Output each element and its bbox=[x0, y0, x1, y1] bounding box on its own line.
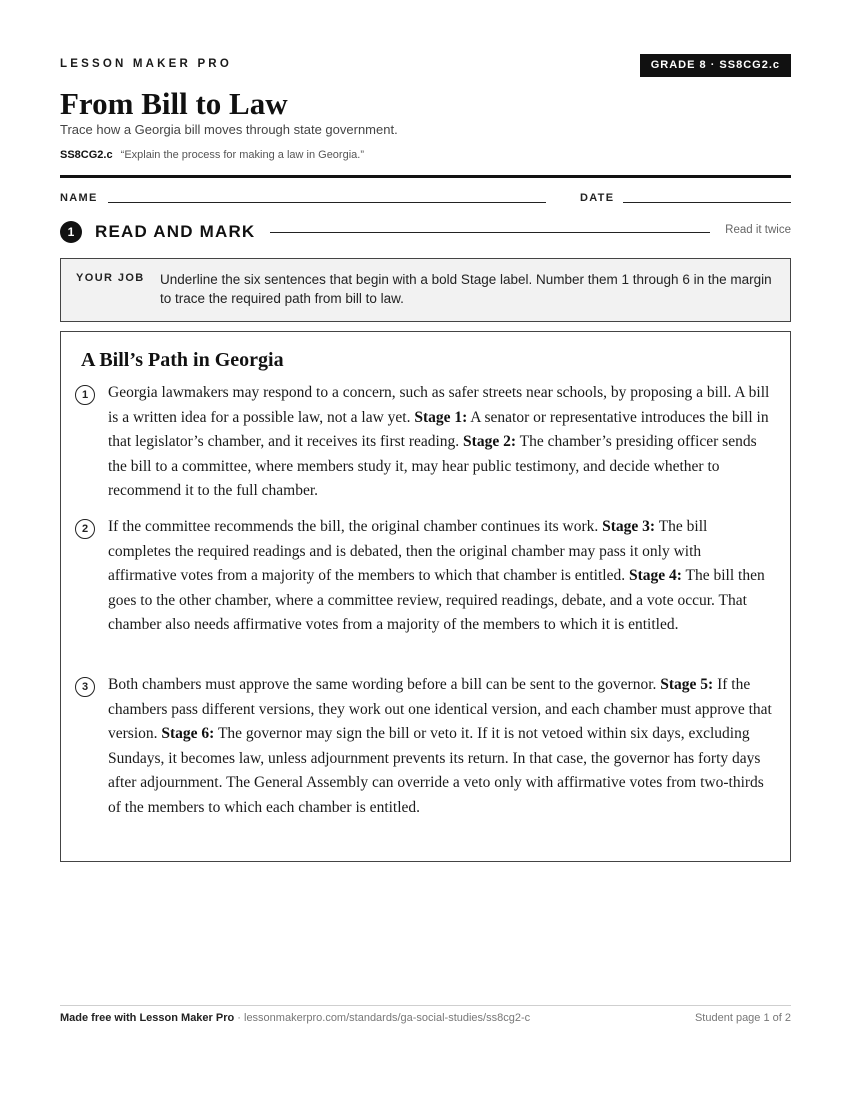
footer-credit bbox=[60, 1012, 530, 1024]
grade-badge: GRADE 8 · SS8CG2.c bbox=[640, 54, 791, 77]
standard-code: SS8CG2.c bbox=[60, 149, 113, 161]
footer-separator: · bbox=[234, 1012, 244, 1024]
stage-label: Stage 4: bbox=[628, 567, 682, 584]
paragraph-text: The governor may sign the bill or veto it. If it is not vetoed within six days, excluding Sundays, it becomes law, unless adjournment prevents its return. In that case, the governor has forty days after adjournment. The General Assembly can override a veto only with affirmative votes from two-thirds of the members to which each chamber is entitled. bbox=[108, 725, 764, 816]
stage-label: Stage 6: bbox=[161, 725, 215, 742]
paragraph-text: If the chambers pass different versions, they work out one identical version, and each chamber must approve that version. bbox=[108, 676, 772, 742]
paragraph-2 bbox=[108, 515, 772, 638]
reading-passage bbox=[60, 331, 791, 862]
section-number-badge: 1 bbox=[60, 221, 82, 243]
stage-label: Stage 5: bbox=[660, 676, 714, 693]
paragraph-1 bbox=[108, 381, 772, 504]
reading-title: A Bill’s Path in Georgia bbox=[81, 349, 284, 371]
section-title: READ AND MARK bbox=[95, 222, 256, 241]
paragraph-text: Georgia lawmakers may respond to a concern, such as safer streets near schools, by proposing a bill. A bill is a written idea for a possible law, not a law yet. bbox=[108, 384, 770, 426]
section-rule bbox=[270, 232, 710, 233]
page-title: From Bill to Law bbox=[60, 86, 288, 121]
paragraph-number-2: 2 bbox=[75, 519, 95, 539]
worksheet-page bbox=[60, 0, 791, 1100]
stage-label: Stage 2: bbox=[463, 433, 516, 450]
date-label: DATE bbox=[580, 192, 615, 204]
footer-url[interactable]: lessonmakerpro.com/standards/ga-social-studies/ss8cg2-c bbox=[244, 1012, 531, 1024]
your-job-box bbox=[60, 258, 791, 322]
page-subtitle: Trace how a Georgia bill moves through state government. bbox=[60, 122, 398, 137]
footer-made-with: Made free with Lesson Maker Pro bbox=[60, 1012, 235, 1024]
footer-page-number: Student page 1 of 2 bbox=[694, 1012, 791, 1024]
standard-text: “Explain the process for making a law in Georgia.” bbox=[120, 149, 364, 161]
section-heading bbox=[60, 220, 791, 244]
paragraph-text: The bill completes the required readings and is debated, then the original chamber may pass it only with affirmative votes from a majority of the members to which that chamber is entitled. bbox=[108, 518, 708, 584]
your-job-text: Underline the six sentences that begin with a bold Stage label. Number them 1 through 6 in the margin to trace the required path from bill to law. bbox=[160, 272, 772, 306]
date-field[interactable] bbox=[623, 202, 791, 203]
paragraph-number-1: 1 bbox=[75, 385, 95, 405]
stage-label: Stage 3: bbox=[602, 518, 656, 535]
stage-label: Stage 1: bbox=[414, 408, 468, 426]
paragraph-text: If the committee recommends the bill, the original chamber continues its work. bbox=[108, 518, 603, 535]
standard-line bbox=[60, 149, 364, 161]
paragraph-text: The chamber’s presiding officer sends the bill to a committee, where members study it, may hear public testimony, and decide whether to recommend it to the full chamber. bbox=[108, 433, 757, 499]
your-job-label: YOUR JOB bbox=[76, 272, 145, 284]
paragraph-number-3: 3 bbox=[75, 677, 95, 697]
name-date-row bbox=[60, 191, 791, 207]
section-note: Read it twice bbox=[725, 224, 791, 236]
footer-divider bbox=[60, 1005, 791, 1006]
paragraph-text: Both chambers must approve the same wording before a bill can be sent to the governor. bbox=[108, 676, 661, 693]
paragraph-text: The bill then goes to the other chamber, where a committee review, required readings, debate, and a vote occur. That chamber also needs affirmative votes from a majority of the members to which it is entitled. bbox=[108, 567, 765, 633]
brand-name: LESSON MAKER PRO bbox=[60, 58, 232, 70]
name-field[interactable] bbox=[108, 202, 546, 203]
paragraph-text: A senator or representative introduces the bill in that legislator’s chamber, and it receives its first reading. bbox=[108, 408, 769, 450]
paragraph-3 bbox=[108, 673, 772, 820]
name-label: NAME bbox=[60, 192, 98, 204]
header-row bbox=[60, 54, 791, 78]
header-divider bbox=[60, 175, 791, 178]
